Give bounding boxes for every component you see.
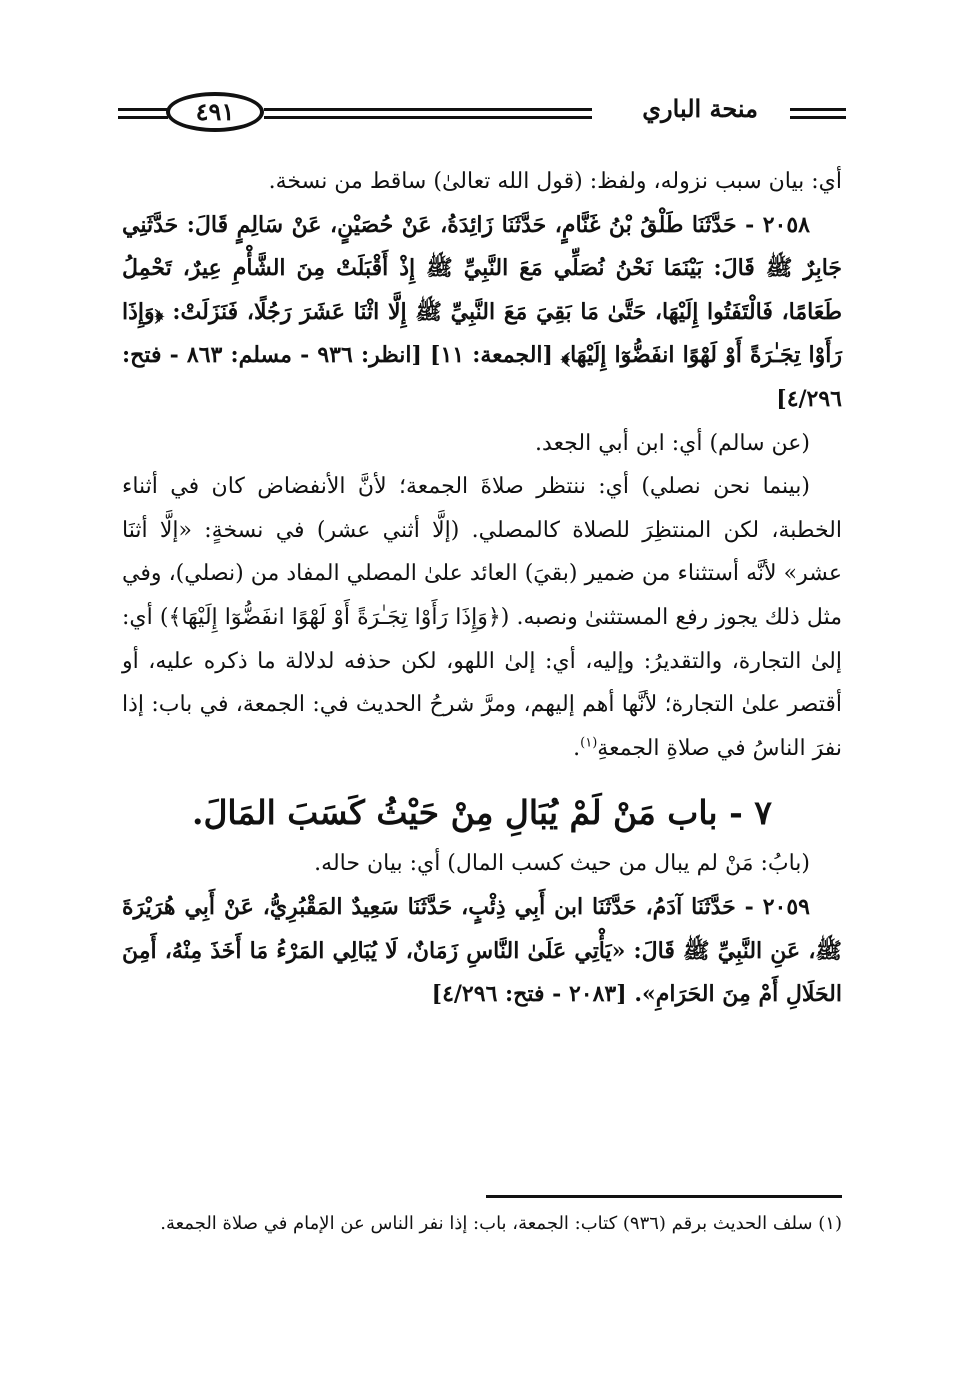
book-title: منحة الباري bbox=[642, 94, 758, 123]
commentary-paragraph-3-text: (بينما نحن نصلي) أي: ننتظر صلاةَ الجمعة؛ لأنَّ الأنفضاض كان في أثناء الخطبة، لكن المنتظِرَ للصلاة كالمصلي. (إلَّا أثني عشر) في نسخةٍ: «إلَّا أثنَا عشر» لأنَّه أستثناء من ضمير (بقيَ) العائد علىٰ المصلي المفاد من (نصلي)، وفي مثل ذلك يجوز رفع المستثنىٰ ونصبه. (﴿وَإِذَا رَأَوْا تِجَـٰرَةً أَوْ لَهْوًا انفَضُّوٓا إِلَيْهَا﴾) أي: إلىٰ التجارة، والتقديرُ: وإليه، أي: إلىٰ اللهو، لكن حذفه لدلالة ما ذكره عليه، أو أقتصر علىٰ التجارة؛ لأنَّها أهم إليهم، ومرَّ شرحُ الحديث في: الجمعة، في باب: إذا نفرَ الناسُ في صلاةِ الجمعةِ bbox=[122, 474, 842, 761]
footnote-reference: (١) bbox=[580, 735, 598, 751]
header-rule-middle-lower bbox=[264, 116, 592, 119]
commentary-paragraph-1: أي: بيان سبب نزوله، ولفظ: (قول الله تعالىٰ) ساقط من نسخة. bbox=[268, 169, 842, 194]
commentary-paragraph-2: (عن سالم) أي: ابن أبي الجعد. bbox=[535, 430, 810, 456]
header-rule-right-lower bbox=[790, 116, 846, 119]
page-number: ٤٩١ bbox=[166, 92, 264, 132]
header-rule-left-lower bbox=[118, 116, 168, 119]
page-body bbox=[122, 160, 842, 1017]
page-header bbox=[118, 88, 846, 144]
commentary-paragraph-4: (بابُ: مَنْ لم يبال من حيث كسب المال) أي: بيان حاله. bbox=[314, 851, 810, 877]
commentary-paragraph-3-end: . bbox=[573, 735, 581, 761]
commentary-paragraph-3 bbox=[122, 465, 842, 770]
hadith-2059: ٢٠٥٩ - حَدَّثَنَا آدَمُ، حَدَّثَنَا ابن أَبِي ذِئْبٍ، حَدَّثَنَا سَعِيدٌ المَقْبُرِيُّ، عَنْ أَبِي هُرَيْرَةَ ﷺ، عَنِ النَّبِيِّ ﷺ قَالَ: «يَأْتِي عَلَىٰ النَّاسِ زَمَانٌ، لَا يُبَالِي المَرْءُ مَا أَخَذَ مِنْهُ، أَمِنَ الحَلَالِ أَمْ مِنَ الحَرَامِ». [٢٠٨٣ - فتح: ٤/٢٩٦] bbox=[122, 893, 842, 1008]
hadith-2058: ٢٠٥٨ - حَدَّثَنَا طَلْقُ بْنُ غَنَّامٍ، حَدَّثَنَا زَائِدَةُ، عَنْ حُصَيْنٍ، عَنْ سَالِمٍ قَالَ: حَدَّثَنِي جَابِرٌ ﷺ قَالَ: بَيْنَمَا نَحْنُ نُصَلِّي مَعَ النَّبِيِّ ﷺ إِذْ أَقْبَلَتْ مِنَ الشَّأْمِ عِيرٌ، تَحْمِلُ طَعَامًا، فَالْتَفَتُوا إِلَيْهَا، حَتَّىٰ مَا بَقِيَ مَعَ النَّبِيِّ ﷺ إِلَّا اثْنَا عَشَرَ رَجُلًا، فَنَزَلَتْ: ﴿وَإِذَا رَأَوْا تِجَـٰرَةً أَوْ لَهْوًا انفَضُّوٓا إِلَيْهَا﴾ [الجمعة: ١١] [انظر: ٩٣٦ - مسلم: ٨٦٣ - فتح: ٤/٢٩٦] bbox=[122, 211, 842, 412]
footnote-separator bbox=[486, 1195, 842, 1198]
footnote-1: (١) سلف الحديث برقم (٩٣٦) كتاب: الجمعة، باب: إذا نفر الناس عن الإمام في صلاة الجمعة. bbox=[160, 1213, 842, 1234]
header-rule-middle-upper bbox=[264, 108, 592, 111]
chapter-heading: ٧ - باب مَنْ لَمْ يُبَالِ مِنْ حَيْثُ كَسَبَ المَالَ. bbox=[191, 793, 773, 833]
header-rule-right-upper bbox=[790, 108, 846, 111]
header-rule-left-upper bbox=[118, 108, 168, 111]
